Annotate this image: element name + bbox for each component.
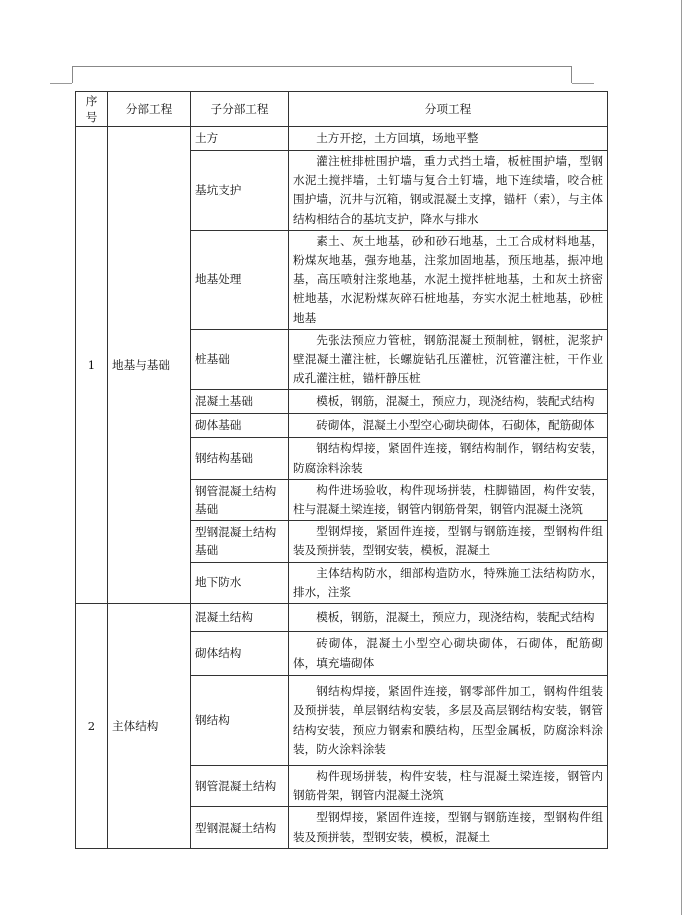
header-items: 分项工程 <box>289 92 608 127</box>
header-index: 序号 <box>76 92 108 127</box>
division-name: 地基与基础 <box>108 127 191 604</box>
work-items: 砖砌体，混凝土小型空心砌块砌体，石砌体，配筋砌体 <box>289 414 608 438</box>
subdivision-name: 土方 <box>191 127 289 151</box>
work-items: 构件进场验收，构件现场拼装，柱脚锚固，构件安装，柱与混凝土梁连接，钢管内钢筋骨架，钢管内混凝土浇筑 <box>289 479 608 520</box>
work-items: 灌注桩排桩围护墙，重力式挡土墙，板桩围护墙，型钢水泥土搅拌墙，土钉墙与复合土钉墙，地下连续墙，咬合桩围护墙，沉井与沉箱，钢或混凝土支撑，锚杆（索），与主体结构相结合的基坑支护，降水与排水 <box>289 151 608 231</box>
subdivision-name: 钢管混凝土结构 <box>191 766 289 807</box>
margin-corner-mark <box>572 83 594 84</box>
construction-works-table <box>75 91 608 849</box>
table-row <box>76 604 608 632</box>
subdivision-name: 地下防水 <box>191 562 289 603</box>
work-items: 土方开挖，土方回填，场地平整 <box>289 127 608 151</box>
work-items: 主体结构防水，细部构造防水，特殊施工法结构防水，排水，注浆 <box>289 562 608 603</box>
division-index: 1 <box>76 127 108 604</box>
division-name: 主体结构 <box>108 604 191 849</box>
subdivision-name: 钢结构 <box>191 676 289 766</box>
header-subdivision: 子分部工程 <box>191 92 289 127</box>
subdivision-name: 基坑支护 <box>191 151 289 231</box>
subdivision-name: 桩基础 <box>191 329 289 390</box>
table-row <box>76 127 608 151</box>
work-items: 先张法预应力管桩，钢筋混凝土预制桩，钢桩，泥浆护壁混凝土灌注桩，长螺旋钻孔压灌桩，沉管灌注桩，干作业成孔灌注桩，锚杆静压桩 <box>289 329 608 390</box>
work-items: 钢结构焊接，紧固件连接，钢结构制作，钢结构安装，防腐涂料涂装 <box>289 438 608 479</box>
table-header-row <box>76 92 608 127</box>
subdivision-name: 混凝土结构 <box>191 604 289 632</box>
header-division: 分部工程 <box>108 92 191 127</box>
work-items: 模板，钢筋，混凝土，预应力，现浇结构，装配式结构 <box>289 604 608 632</box>
work-items: 钢结构焊接，紧固件连接，钢零部件加工，钢构件组装及预拼装，单层钢结构安装，多层及高层钢结构安装，钢管结构安装，预应力钢索和膜结构，压型金属板，防腐涂料涂装，防火涂料涂装 <box>289 676 608 766</box>
work-items: 模板，钢筋，混凝土，预应力，现浇结构，装配式结构 <box>289 390 608 414</box>
work-items: 素土、灰土地基，砂和砂石地基，土工合成材料地基，粉煤灰地基，强夯地基，注浆加固地基，预压地基，振冲地基，高压喷射注浆地基，水泥土搅拌桩地基，土和灰土挤密桩地基，水泥粉煤灰碎石桩地基，夯实水泥土桩地基，砂桩地基 <box>289 230 608 329</box>
subdivision-name: 砌体基础 <box>191 414 289 438</box>
work-items: 砖砌体，混凝土小型空心砌块砌体，石砌体，配筋砌体，填充墙砌体 <box>289 632 608 676</box>
work-items: 型钢焊接，紧固件连接，型钢与钢筋连接，型钢构件组装及预拼装，型钢安装，模板，混凝土 <box>289 807 608 848</box>
subdivision-name: 砌体结构 <box>191 632 289 676</box>
work-items: 构件现场拼装，构件安装，柱与混凝土梁连接，钢管内钢筋骨架，钢管内混凝土浇筑 <box>289 766 608 807</box>
subdivision-name: 钢管混凝土结构基础 <box>191 479 289 520</box>
subdivision-name: 钢结构基础 <box>191 438 289 479</box>
subdivision-name: 地基处理 <box>191 230 289 329</box>
subdivision-name: 混凝土基础 <box>191 390 289 414</box>
subdivision-name: 型钢混凝土结构 <box>191 807 289 848</box>
work-items: 型钢焊接，紧固件连接，型钢与钢筋连接，型钢构件组装及预拼装，型钢安装，模板，混凝土 <box>289 521 608 562</box>
subdivision-name: 型钢混凝土结构基础 <box>191 521 289 562</box>
page-header-rule <box>72 66 572 83</box>
division-index: 2 <box>76 604 108 849</box>
margin-corner-mark <box>50 83 72 84</box>
